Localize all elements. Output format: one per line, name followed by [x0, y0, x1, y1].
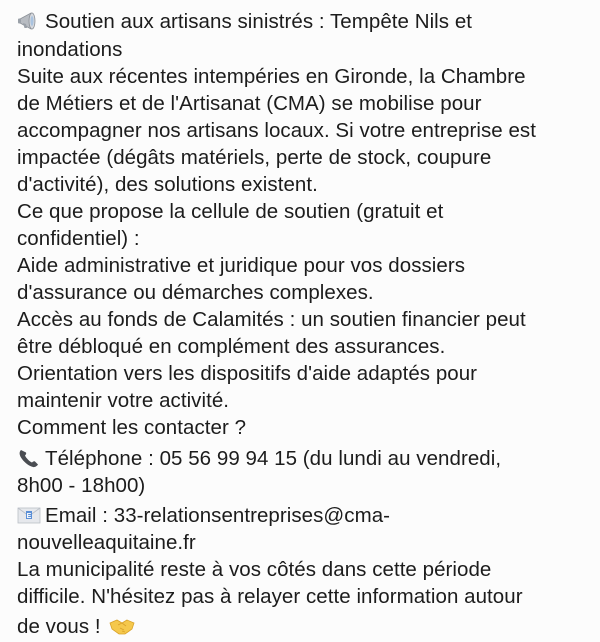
handshake-icon — [108, 615, 136, 637]
envelope-icon — [17, 504, 41, 526]
body-line: d'assurance ou démarches complexes. — [17, 281, 374, 304]
email-text: Email : 33-relationsentreprises@cma- — [45, 504, 391, 527]
megaphone-icon — [17, 10, 41, 32]
body-line: Ce que propose la cellule de soutien (gratuit et — [17, 200, 444, 223]
body-line: confidentiel) : — [17, 227, 140, 250]
body-line: maintenir votre activité. — [17, 389, 230, 412]
body-line: La municipalité reste à vos côtés dans cette période — [17, 558, 492, 581]
phone-text: Téléphone : 05 56 99 94 15 (du lundi au vendredi, — [45, 447, 502, 470]
phone-hours-line: 8h00 - 18h00) — [17, 474, 146, 497]
body-line: impactée (dégâts matériels, perte de stock, coupure — [17, 146, 492, 169]
body-line: accompagner nos artisans locaux. Si votre entreprise est — [17, 119, 536, 142]
post-title-line-2: inondations — [17, 38, 123, 61]
body-line: difficile. N'hésitez pas à relayer cette information autour — [17, 585, 523, 608]
email-line — [17, 503, 390, 529]
post-title-line-1: Soutien aux artisans sinistrés : Tempête Nils et — [17, 9, 472, 35]
body-line: d'activité), des solutions existent. — [17, 173, 318, 196]
phone-line — [17, 446, 501, 472]
body-line: de Métiers et de l'Artisanat (CMA) se mobilise pour — [17, 92, 482, 115]
body-line: Accès au fonds de Calamités : un soutien financier peut — [17, 308, 526, 331]
email-line-2: nouvelleaquitaine.fr — [17, 531, 196, 554]
body-line: Orientation vers les dispositifs d'aide adaptés pour — [17, 362, 478, 385]
body-line: Suite aux récentes intempéries en Gironde, la Chambre — [17, 65, 526, 88]
telephone-icon — [17, 447, 41, 469]
svg-text:E: E — [26, 512, 32, 520]
body-line: Aide administrative et juridique pour vos dossiers — [17, 254, 466, 277]
body-line: Comment les contacter ? — [17, 416, 247, 439]
body-line: être débloqué en complément des assurances. — [17, 335, 446, 358]
closing-line: de vous ! — [17, 614, 140, 640]
